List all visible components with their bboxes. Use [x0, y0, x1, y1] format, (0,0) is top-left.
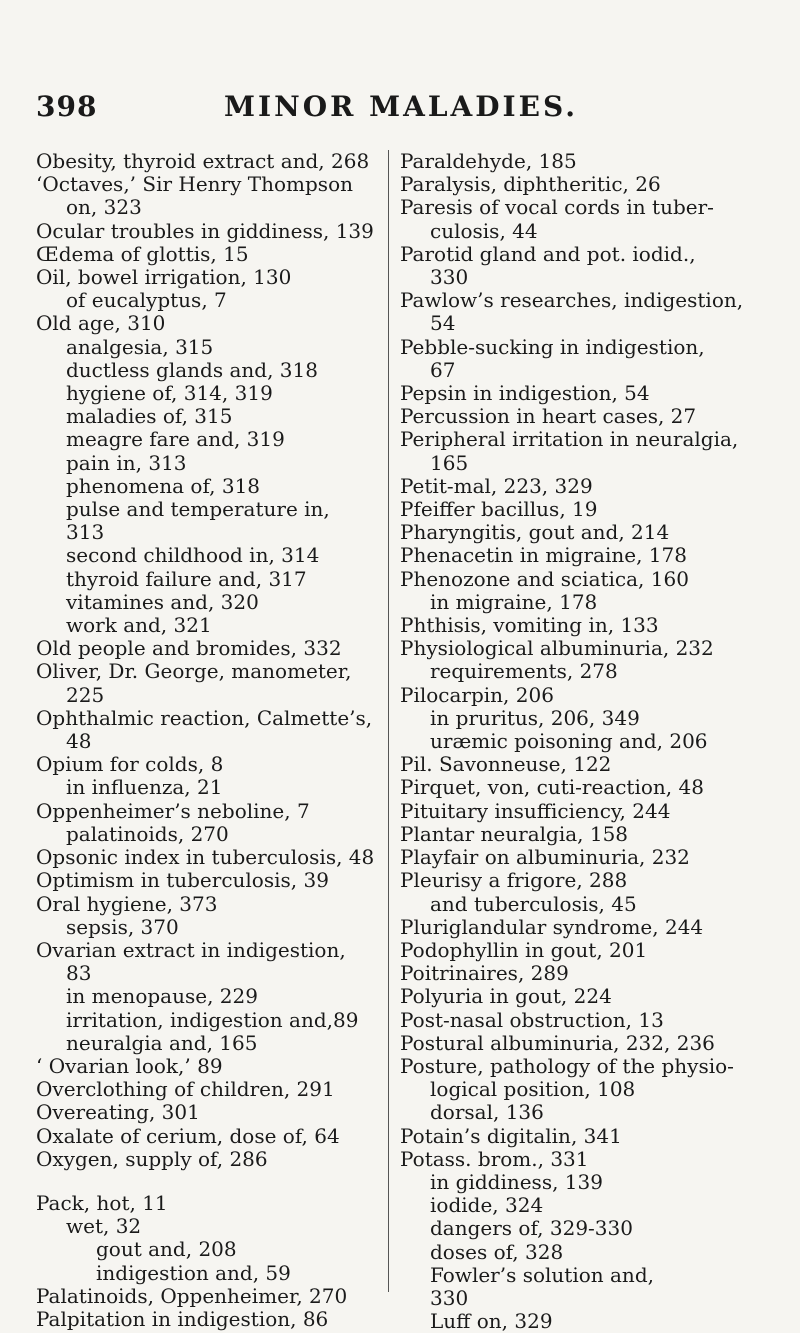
index-entry: Ovarian extract in indigestion, [36, 937, 346, 962]
index-entry: in influenza, 21 [66, 775, 223, 800]
index-entry: Oxalate of cerium, dose of, 64 [36, 1123, 340, 1148]
index-entry: meagre fare and, 319 [66, 427, 285, 452]
index-entry: Poitrinaires, 289 [400, 961, 569, 986]
index-entry: Phenacetin in migraine, 178 [400, 543, 687, 568]
index-entry: Old age, 310 [36, 311, 166, 336]
index-entry: Luff on, 329 [430, 1309, 553, 1333]
index-entry: uræmic poisoning and, 206 [430, 729, 708, 754]
index-entry: gout and, 208 [96, 1237, 237, 1262]
index-entry: Peripheral irritation in neuralgia, [400, 427, 739, 452]
index-entry: Pilocarpin, 206 [400, 682, 554, 707]
index-entry: 313 [66, 520, 105, 545]
index-entry: phenomena of, 318 [66, 473, 261, 498]
index-entry: in giddiness, 139 [430, 1169, 603, 1194]
index-entry: Oxygen, supply of, 286 [36, 1146, 268, 1171]
page-number: 398 [36, 90, 98, 123]
index-entry: logical position, 108 [430, 1077, 636, 1102]
index-entry: Petit-mal, 223, 329 [400, 473, 593, 498]
index-entry: 225 [66, 682, 105, 707]
index-entry: 330 [430, 265, 469, 290]
index-entry: Playfair on albuminuria, 232 [400, 845, 690, 870]
index-entry: Phthisis, vomiting in, 133 [400, 613, 659, 638]
index-entry: culosis, 44 [430, 218, 538, 243]
index-entry: Potass. brom., 331 [400, 1146, 589, 1171]
index-entry: vitamines and, 320 [66, 589, 259, 614]
index-entry: requirements, 278 [430, 659, 618, 684]
index-entry: maladies of, 315 [66, 404, 233, 429]
index-entry: Opsonic index in tuberculosis, 48 [36, 845, 375, 870]
index-entry: Pirquet, von, cuti-reaction, 48 [400, 775, 704, 800]
index-entry: 330 [430, 1285, 469, 1310]
index-entry: Opium for colds, 8 [36, 752, 224, 777]
index-entry: in pruritus, 206, 349 [430, 705, 640, 730]
index-entry: Post-nasal obstruction, 13 [400, 1007, 664, 1032]
index-entry: ductless glands and, 318 [66, 357, 318, 382]
index-entry: neuralgia and, 165 [66, 1030, 258, 1055]
index-entry: Obesity, thyroid extract and, 268 [36, 149, 370, 173]
index-entry: pulse and temperature in, [66, 497, 330, 522]
index-entry: Palpitation in indigestion, 86 [36, 1306, 329, 1331]
index-entry: Palatinoids, Oppenheimer, 270 [36, 1283, 348, 1308]
index-entry: Oil, bowel irrigation, 130 [36, 265, 292, 290]
index-entry: second childhood in, 314 [66, 543, 320, 568]
index-entry: Oliver, Dr. George, manometer, [36, 659, 352, 684]
index-entry: sepsis, 370 [66, 914, 179, 939]
index-entry: Pack, hot, 11 [36, 1190, 168, 1215]
index-entry: indigestion and, 59 [96, 1260, 291, 1285]
index-entry: Pawlow’s researches, indigestion, [400, 288, 744, 313]
index-entry: dorsal, 136 [430, 1100, 544, 1125]
index-entry: Posture, pathology of the physio- [400, 1053, 734, 1078]
index-entry: Ophthalmic reaction, Calmette’s, [36, 705, 373, 730]
index-entry: Plantar neuralgia, 158 [400, 821, 629, 846]
index-entry: dangers of, 329-330 [430, 1216, 633, 1241]
running-title: MINOR MALADIES. [224, 90, 578, 123]
index-entry: in migraine, 178 [430, 589, 598, 614]
index-entry: Paralysis, diphtheritic, 26 [400, 172, 661, 197]
index-entry: Pharyngitis, gout and, 214 [400, 520, 670, 545]
index-entry: Oral hygiene, 373 [36, 891, 218, 916]
index-entry: iodide, 324 [430, 1193, 544, 1218]
index-entry: Percussion in heart cases, 27 [400, 404, 697, 429]
index-entry: in menopause, 229 [66, 984, 258, 1009]
index-entry: Podophyllin in gout, 201 [400, 937, 648, 962]
index-entry: Overclothing of children, 291 [36, 1077, 335, 1102]
index-entry: Pepsin in indigestion, 54 [400, 381, 650, 406]
index-entry: Oppenheimer’s neboline, 7 [36, 798, 310, 823]
index-entry: Paresis of vocal cords in tuber- [400, 195, 714, 220]
index-entry: Postural albuminuria, 232, 236 [400, 1030, 715, 1055]
index-entry: Optimism in tuberculosis, 39 [36, 868, 329, 893]
index-column-left [36, 150, 382, 1331]
index-entry: doses of, 328 [430, 1239, 564, 1264]
index-entry: Paraldehyde, 185 [400, 149, 577, 173]
index-entry: wet, 32 [66, 1214, 142, 1239]
index-entry: Old people and bromides, 332 [36, 636, 342, 661]
index-entry: Œdema of glottis, 15 [36, 241, 249, 266]
index-entry: 48 [66, 729, 92, 754]
index-entry: thyroid failure and, 317 [66, 566, 307, 591]
index-entry: 83 [66, 961, 92, 986]
index-column-right [400, 150, 770, 1333]
index-entry: 54 [430, 311, 456, 336]
index-entry: Parotid gland and pot. iodid., [400, 241, 696, 266]
index-entry: Overeating, 301 [36, 1100, 200, 1125]
index-entry: 67 [430, 357, 456, 382]
index-entry: Physiological albuminuria, 232 [400, 636, 714, 661]
index-entry: irritation, indigestion and,89 [66, 1007, 359, 1032]
index-entry: ‘Octaves,’ Sir Henry Thompson [36, 172, 353, 197]
index-entry: Pil. Savonneuse, 122 [400, 752, 612, 777]
index-entry: Pfeiffer bacillus, 19 [400, 497, 598, 522]
index-entry: palatinoids, 270 [66, 821, 229, 846]
index-entry: Phenozone and sciatica, 160 [400, 566, 689, 591]
index-entry: on, 323 [66, 195, 142, 220]
index-entry: hygiene of, 314, 319 [66, 381, 273, 406]
index-entry: analgesia, 315 [66, 334, 214, 359]
index-entry: pain in, 313 [66, 450, 187, 475]
column-divider [388, 150, 389, 1292]
index-entry: of eucalyptus, 7 [66, 288, 227, 313]
index-entry: Pebble-sucking in indigestion, [400, 334, 705, 359]
index-entry: Pituitary insufficiency, 244 [400, 798, 671, 823]
index-entry: ‘ Ovarian look,’ 89 [36, 1053, 223, 1078]
index-entry: and tuberculosis, 45 [430, 891, 637, 916]
index-entry: Fowler’s solution and, [430, 1262, 654, 1287]
index-entry: 165 [430, 450, 469, 475]
index-entry: Ocular troubles in giddiness, 139 [36, 218, 374, 243]
index-entry: Potain’s digitalin, 341 [400, 1123, 622, 1148]
index-entry: Polyuria in gout, 224 [400, 984, 612, 1009]
index-entry: work and, 321 [66, 613, 212, 638]
index-entry: Pluriglandular syndrome, 244 [400, 914, 704, 939]
index-entry: Pleurisy a frigore, 288 [400, 868, 628, 893]
